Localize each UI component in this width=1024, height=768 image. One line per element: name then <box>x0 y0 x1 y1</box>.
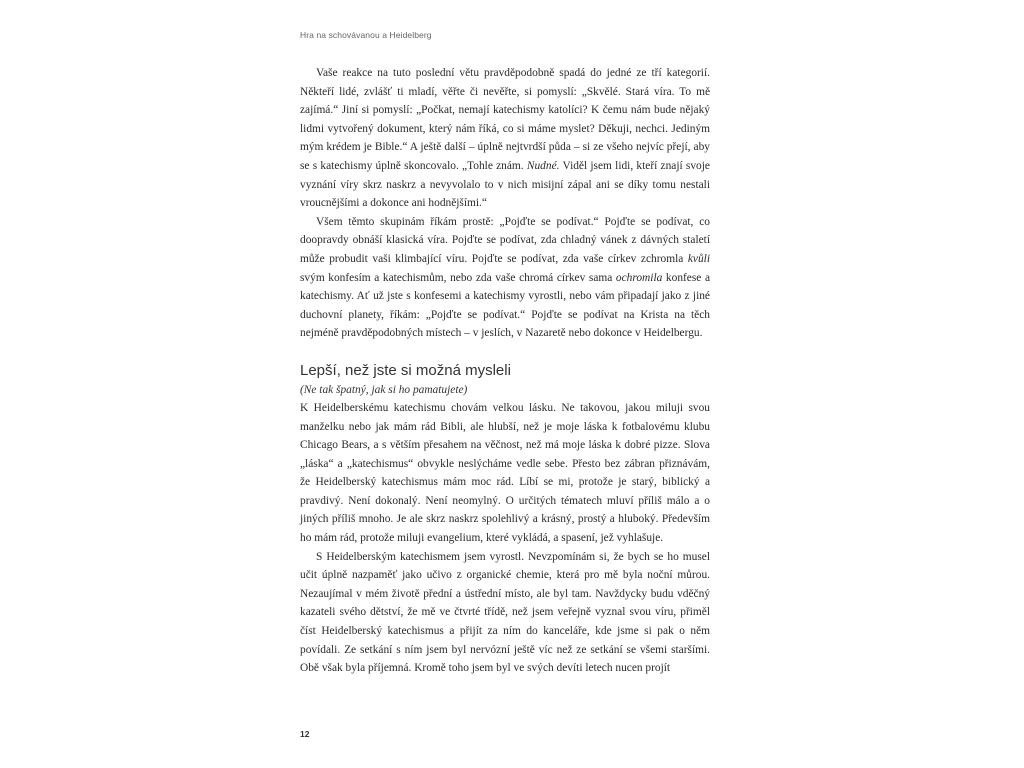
paragraph-love-catechism: K Heidelberskému katechismu chovám velkou lásku. Ne takovou, jakou miluji svou manželku nebo jak mám rád Bibli, ale hlubší, než je moje láska k fotbalovému klubu Chicago Bears, a s větším přesahem na věčnost, než má moje láska k dobré pizze. Slova „láska“ a „katechismus“ obvykle neslýcháme vedle sebe. Přesto bez zábran přiznávám, že Heidelberský katechismus mám moc rád. Líbí se mi, protože je starý, biblický a pravdivý. Není dokonalý. Není neomylný. O určitých tématech mluví příliš málo a o jiných příliš mnoho. Je ale skrz naskrz spolehlivý a krásný, prostý a hluboký. Především ho mám rád, protože miluji evangelium, které vykládá, a spasení, jež vyhlašuje. <box>300 401 710 545</box>
emphasis: kvůli <box>687 252 710 265</box>
paragraph-text: Viděl jsem lidi, kteří znají svoje vyznání víry skrz naskrz a nevyvolalo to v nich misijní zápal ani se díky tomu nestali vroucnějšími a dokonce ani hodnějšími.“ <box>300 159 710 210</box>
paragraph-come-and-see <box>300 213 710 343</box>
running-head: Hra na schovávanou a Heidelberg <box>300 30 432 40</box>
section-subheading: (Ne tak špatný, jak si ho pamatujete) <box>300 383 468 396</box>
body-text <box>300 64 710 678</box>
paragraph-grew-up: S Heidelberským katechismem jsem vyrostl. Nevzpomínám si, že bych se ho musel učit úplně nazpaměť jako učivo z organické chemie, která pro mě byla noční můrou. Nezaujímal v mém životě přední a ústřední místo, ale byl tam. Navždycky budu vděčný kazateli svého dětství, že mě ve čtvrté třídě, než jsem veřejně vyznal svou víru, přiměl číst Heidelberský katechismus a přijít za ním do kanceláře, kde jsme si pak o něm povídali. Ze setkání s ním jsem byl nervózní ještě víc než ze setkání se všemi staršími. Obě však byla příjemná. Kromě toho jsem byl ve svých devíti letech nucen projít <box>300 550 710 675</box>
section-heading: Lepší, než jste si možná mysleli <box>300 361 511 379</box>
paragraph-text: Všem těmto skupinám říkám prostě: „Pojďte se podívat.“ Pojďte se podívat, co doopravdy obnáší klasická víra. Pojďte se podívat, zda chladný vánek z dávných staletí může probudit vaši klimbající víru. Pojďte se podívat, zda vaše církev zchromla <box>300 215 710 265</box>
emphasis: ochromila <box>615 271 663 284</box>
paragraph-text: svým konfesím a katechismům, nebo zda vaše chromá církev sama <box>300 271 613 284</box>
page-number: 12 <box>300 729 310 739</box>
emphasis: Nudné. <box>526 159 560 172</box>
paragraph-text: konfese a katechismy. Ať už jste s konfesemi a katechismy vyrostli, nebo vám připadají jako z jiné duchovní planety, říkám: „Pojďte se podívat.“ Pojďte se podívat na Krista na těch nejméně pravděpodobných místech – v jeslích, v Nazaretě nebo dokonce v Heidelbergu. <box>300 271 710 340</box>
paragraph-text: Vaše reakce na tuto poslední větu pravděpodobně spadá do jedné ze tří kategorií. Někteří lidé, zvlášť ti mladí, věřte či nevěřte, si pomyslí: „Skvělé. Stará víra. To mě zajímá.“ Jiní si pomyslí: „Počkat, nemají katechismy katolíci? K čemu nám bude nějaký lidmi vytvořený dokument, který nám říká, co si máme myslet? Děkuji, nechci. Jediným mým krédem je Bible.“ A ještě další – úplně nejtvrdší půda – si ze všeho nejvíc přejí, aby se s katechismy úplně skoncovalo. „Tohle znám. <box>300 67 710 172</box>
paragraph-reactions <box>300 64 710 213</box>
